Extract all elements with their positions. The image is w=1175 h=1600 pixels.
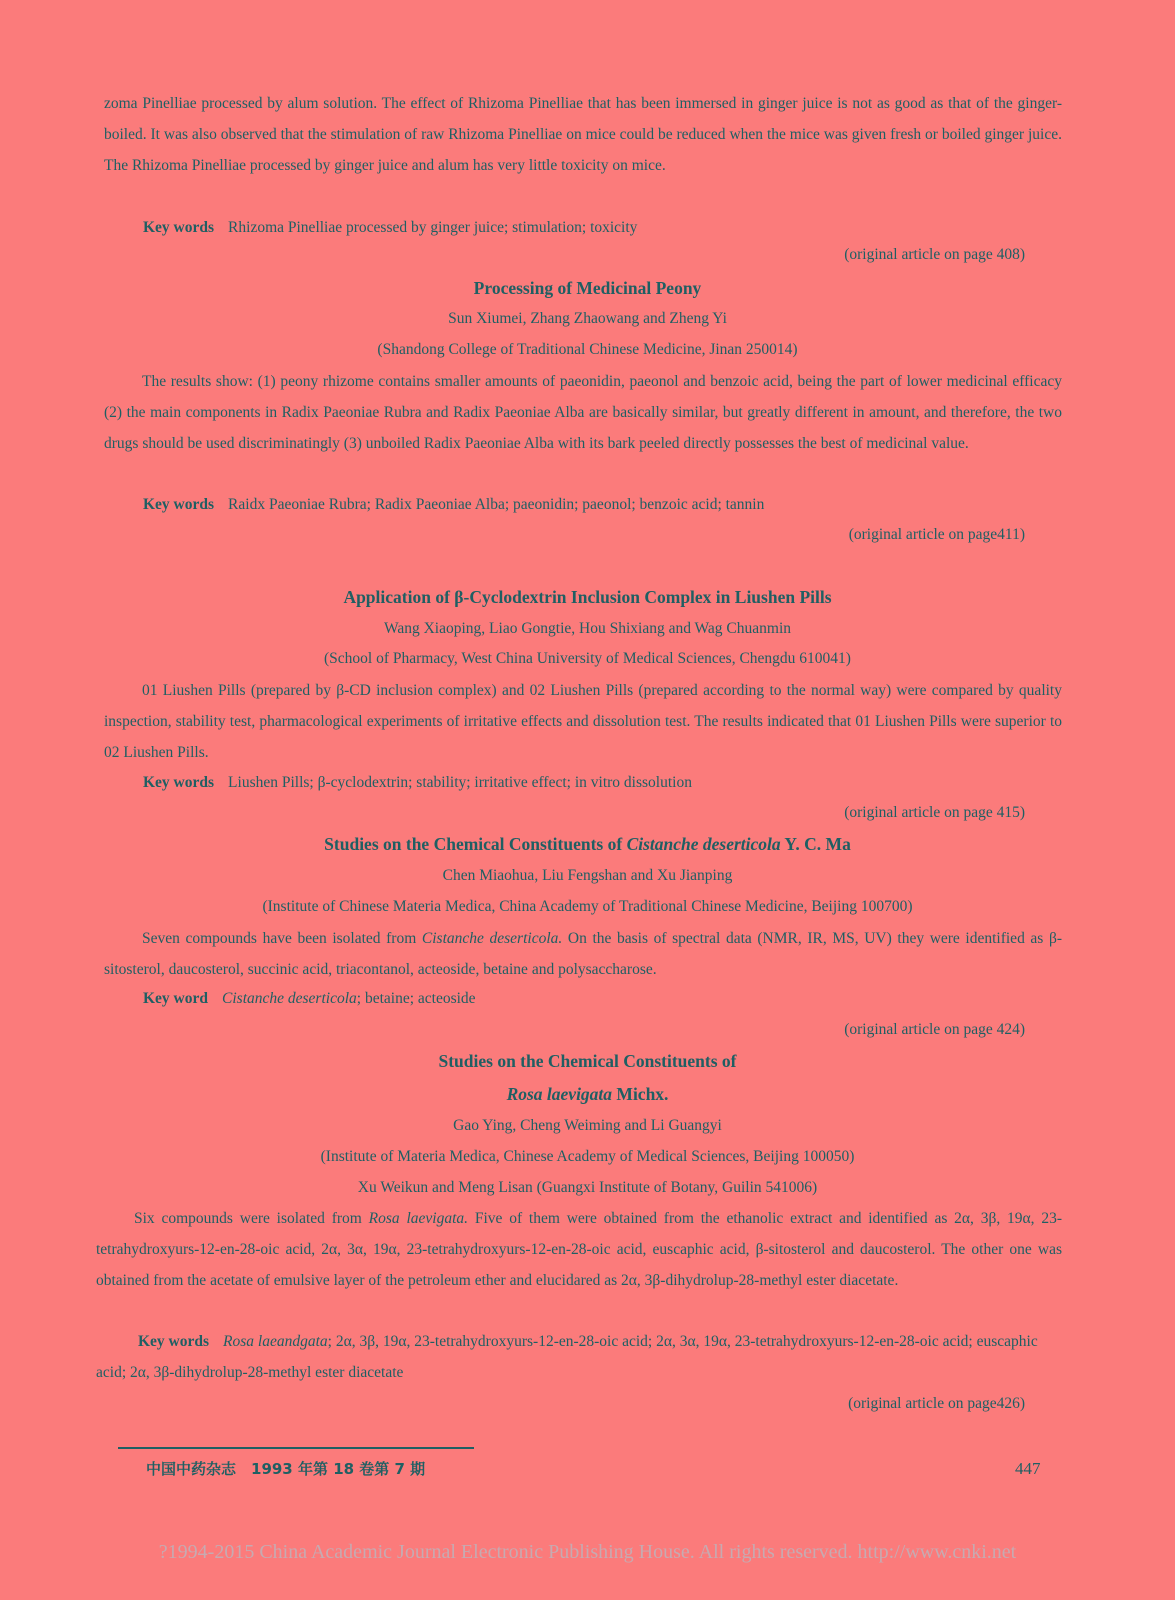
article-title: Studies on the Chemical Constituents of (438, 1051, 737, 1071)
abstract-species: Rosa laevigata. (368, 1210, 469, 1227)
article-abstract: The results show: (1) peony rhizome contains smaller amounts of paeonidin, paeonol and benzoic acid, being the part of lower medicinal efficacy (2) the main components in Radix Paeoniae Rubra and Radix Paeoniae Alba are basically similar, but greatly different in amount, and therefore, the two drugs should be used discriminatingly (3) unboiled Radix Paeoniae Alba with its bark peeled directly possesses the best of medicinal value. (104, 373, 1062, 452)
original-article-ref: (original article on page426) (848, 1395, 1025, 1412)
abstract-continued-body: zoma Pinelliae processed by alum solution. The effect of Rhizoma Pinelliae that has been immersed in ginger juice is not as good as that of the ginger-boiled. It was also observed that the stimulation of raw Rhizoma Pinelliae on mice could be reduced when the mice was given fresh or boiled ginger juice. The Rhizoma Pinelliae processed by ginger juice and alum has very little toxicity on mice. (104, 95, 1062, 174)
page-number: 447 (1015, 1459, 1041, 1478)
title-species: Cistanche deserticola (626, 834, 781, 854)
keywords-line (96, 1326, 1062, 1388)
article-authors: Wang Xiaoping, Liao Gongtie, Hou Shixiang and Wag Chuanmin (383, 620, 792, 637)
keywords-species: Rosa laeandgata (223, 1333, 328, 1350)
article-affiliation: (School of Pharmacy, West China University of Medical Sciences, Chengdu 610041) (324, 650, 851, 667)
keywords-text: ; betaine; acteoside (356, 990, 476, 1007)
article-title-line2 (0, 1081, 1175, 1107)
keywords-line (143, 983, 1063, 1014)
original-article-ref: (original article on page 424) (844, 1021, 1025, 1038)
keywords-text: ; 2α, 3β, 19α, 23-tetrahydroxyurs-12-en-28-oic acid; 2α, 3α, 19α, 23-tetrahydroxyurs-12-en-28-oic acid; euscaphic acid; 2α, 3β-dihydrolup-28-methyl ester diacetate (96, 1333, 1038, 1381)
keywords-label: Key words (138, 1333, 210, 1350)
title-text: Studies on the Chemical Constituents of (324, 834, 623, 854)
article-title: Processing of Medicinal Peony (473, 278, 702, 298)
title-species: Rosa laevigata (506, 1084, 613, 1104)
article-affiliation: (Institute of Chinese Materia Medica, China Academy of Traditional Chinese Medicine, Beijing 100700) (262, 898, 913, 915)
abstract-text: Six compounds were isolated from (134, 1210, 362, 1227)
keywords-line (143, 489, 1063, 520)
keywords-label: Key words (143, 496, 215, 513)
abstract-text: On the basis of spectral data (NMR, IR, MS, UV) they were identified as β-sitosterol, daucosterol, succinic acid, triacontanol, acteoside, betaine and polysaccharose. (104, 930, 1063, 978)
title-author-abbrev: Michx. (616, 1084, 669, 1104)
article-affiliation: (Shandong College of Traditional Chinese Medicine, Jinan 250014) (377, 341, 798, 358)
article-title (0, 831, 1175, 857)
abstract-text: Seven compounds have been isolated from (142, 930, 417, 947)
article-abstract (96, 1203, 1062, 1296)
title-author-abbrev: Y. C. Ma (784, 834, 851, 854)
keywords-label: Key word (143, 990, 209, 1007)
keywords-line (143, 767, 1063, 798)
keywords-text: Raidx Paeoniae Rubra; Radix Paeoniae Alba; paeonidin; paeonol; benzoic acid; tannin (228, 496, 765, 513)
keywords-species: Cistanche deserticola (222, 990, 357, 1007)
original-article-ref: (original article on page411) (848, 526, 1025, 543)
original-article-ref: (original article on page 408) (844, 246, 1025, 263)
abstract-text: Five of them were obtained from the ethanolic extract and identified as 2α, 3β, 19α, 23-tetrahydroxyurs-12-en-28-oic acid, 2α, 3α, 19α, 23-tetrahydroxyurs-12-en-28-oic acid, euscaphic acid, β-sitosterol and daucosterol. The other one was obtained from the acetate of emulsive layer of the petroleum ether and elucidared as 2α, 3β-dihydrolup-28-methyl ester diacetate. (96, 1210, 1063, 1289)
article-authors: Gao Ying, Cheng Weiming and Li Guangyi (453, 1117, 722, 1134)
article-authors: Chen Miaohua, Liu Fengshan and Xu Jianping (442, 867, 733, 884)
keywords-line (143, 212, 1063, 243)
keywords-text: Liushen Pills; β-cyclodextrin; stability; irritative effect; in vitro dissolution (228, 774, 692, 791)
article-abstract (104, 923, 1062, 985)
original-article-ref: (original article on page 415) (844, 804, 1025, 821)
article-abstract: 01 Liushen Pills (prepared by β-CD inclusion complex) and 02 Liushen Pills (prepared according to the normal way) were compared by quality inspection, stability test, pharmacological experiments of irritative effects and dissolution test. The results indicated that 01 Liushen Pills were superior to 02 Liushen Pills. (104, 682, 1062, 761)
copyright-watermark: ?1994-2015 China Academic Journal Electronic Publishing House. All rights reserved. http://www.cnki.net (158, 1541, 1017, 1563)
keywords-label: Key words (143, 219, 215, 236)
article-affiliation: (Institute of Materia Medica, Chinese Academy of Medical Sciences, Beijing 100050) (320, 1148, 855, 1165)
abstract-species: Cistanche deserticola. (421, 930, 563, 947)
journal-footer: 中国中药杂志 1993 年第 18 卷第 7 期 (146, 1460, 426, 1478)
article-affiliation-2: Xu Weikun and Meng Lisan (Guangxi Institute of Botany, Guilin 541006) (357, 1179, 818, 1196)
footer-rule (118, 1447, 474, 1449)
article-authors: Sun Xiumei, Zhang Zhaowang and Zheng Yi (448, 310, 727, 327)
article-title: Application of β-Cyclodextrin Inclusion Complex in Liushen Pills (343, 587, 832, 607)
keywords-text: Rhizoma Pinelliae processed by ginger juice; stimulation; toxicity (228, 219, 638, 236)
keywords-label: Key words (143, 774, 215, 791)
